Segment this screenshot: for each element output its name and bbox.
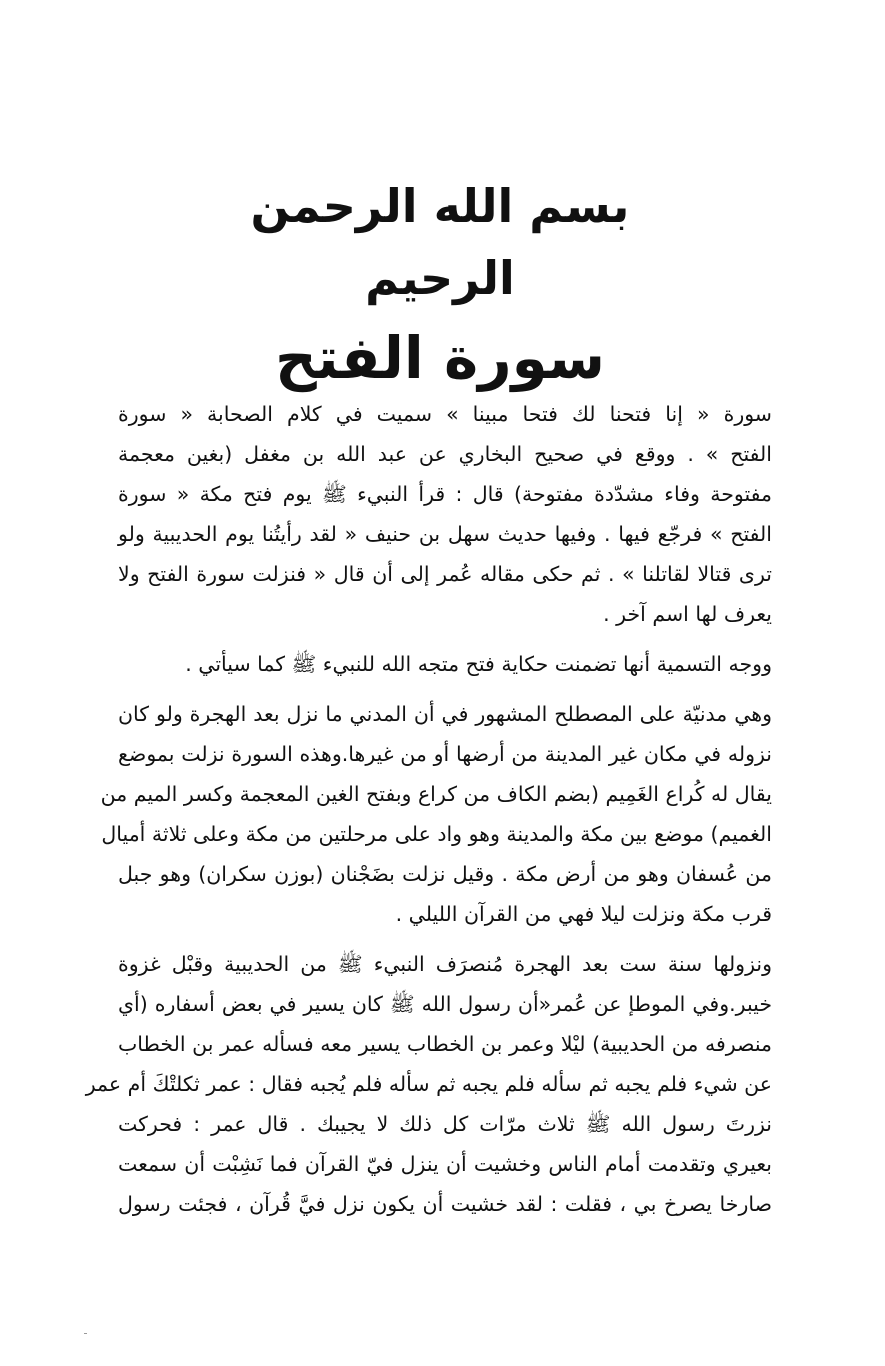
text-line: خيبر.وفي الموطإ عن عُمر«أن رسول الله ﷺ كان يسير في بعض أسفاره (أي: [118, 992, 772, 1016]
scan-speck: [84, 1333, 87, 1334]
paragraph-surah-names: [118, 394, 810, 634]
text-line: ترى قتالا لقاتلنا » . ثم حكى مقاله عُمر إلى أن قال « فنزلت سورة الفتح ولا: [118, 562, 772, 586]
page-heading: [250, 170, 630, 402]
text-line: من عُسفان وهو من أرض مكة . وقيل نزلت بضَجْنان (بوزن سكران) وهو جبل: [118, 862, 772, 886]
text-line: بعيري وتقدمت أمام الناس وخشيت أن ينزل فيّ القرآن فما نَشِبْت أن سمعت: [118, 1152, 772, 1176]
text-line: صارخا يصرخ بي ، فقلت : لقد خشيت أن يكون نزل فيَّ قُرآن ، فجئت رسول: [118, 1192, 772, 1216]
text-line: الفتح » . ووقع في صحيح البخاري عن عبد الله بن مغفل (بغين معجمة: [118, 442, 772, 466]
text-line: ونزولها سنة ست بعد الهجرة مُنصرَف النبيء ﷺ من الحديبية وقبْل غزوة: [118, 952, 772, 976]
text-line: عن شيء فلم يجبه ثم سأله فلم يجبه ثم سأله فلم يُجبه فقال : عمر ثكلتْكَ أم عمر: [85, 1072, 772, 1096]
text-line: منصرفه من الحديبية) ليْلا وعمر بن الخطاب يسير معه فسأله عمر بن الخطاب: [118, 1032, 772, 1056]
text-line: وهي مدنيّة على المصطلح المشهور في أن المدني ما نزل بعد الهجرة ولو كان: [118, 702, 772, 726]
text-line: الغميم) موضع بين مكة والمدينة وهو واد على مرحلتين من مكة وعلى ثلاثة أميال: [101, 822, 772, 846]
paragraph-revelation-time: [85, 944, 810, 1224]
paragraph-revelation-place: [100, 694, 810, 934]
text-line: ووجه التسمية أنها تضمنت حكاية فتح متجه الله للنبيء ﷺ كما سيأتي .: [185, 652, 772, 676]
text-line: نزرتَ رسول الله ﷺ ثلاث مرّات كل ذلك لا يجيبك . قال عمر : فحركت: [118, 1112, 772, 1136]
text-line: سورة « إنا فتحنا لك فتحا مبينا » سميت في كلام الصحابة « سورة: [118, 402, 772, 426]
text-line: قرب مكة ونزلت ليلا فهي من القرآن الليلي .: [395, 902, 772, 926]
basmala-calligraphy: بسم الله الرحمن الرحيم: [250, 179, 630, 305]
text-line: مفتوحة وفاء مشدّدة مفتوحة) قال : قرأ النبيء ﷺ يوم فتح مكة « سورة: [118, 482, 772, 506]
text-line: يقال له كُراع الغَمِيم (بضم الكاف من كراع وبفتح الغين المعجمة وكسر الميم من: [100, 782, 772, 806]
text-line: نزوله في مكان غير المدينة من أرضها أو من غيرها.وهذه السورة نزلت بموضع: [118, 742, 772, 766]
text-line: يعرف لها اسم آخر .: [603, 602, 772, 626]
text-line: الفتح » فرجّع فيها . وفيها حديث سهل بن حنيف « لقد رأيتُنا يوم الحديبية ولو: [118, 522, 772, 546]
surah-title: سورة الفتح: [274, 324, 606, 392]
paragraph-naming-reason: [118, 644, 810, 684]
body-text: [85, 394, 810, 1224]
